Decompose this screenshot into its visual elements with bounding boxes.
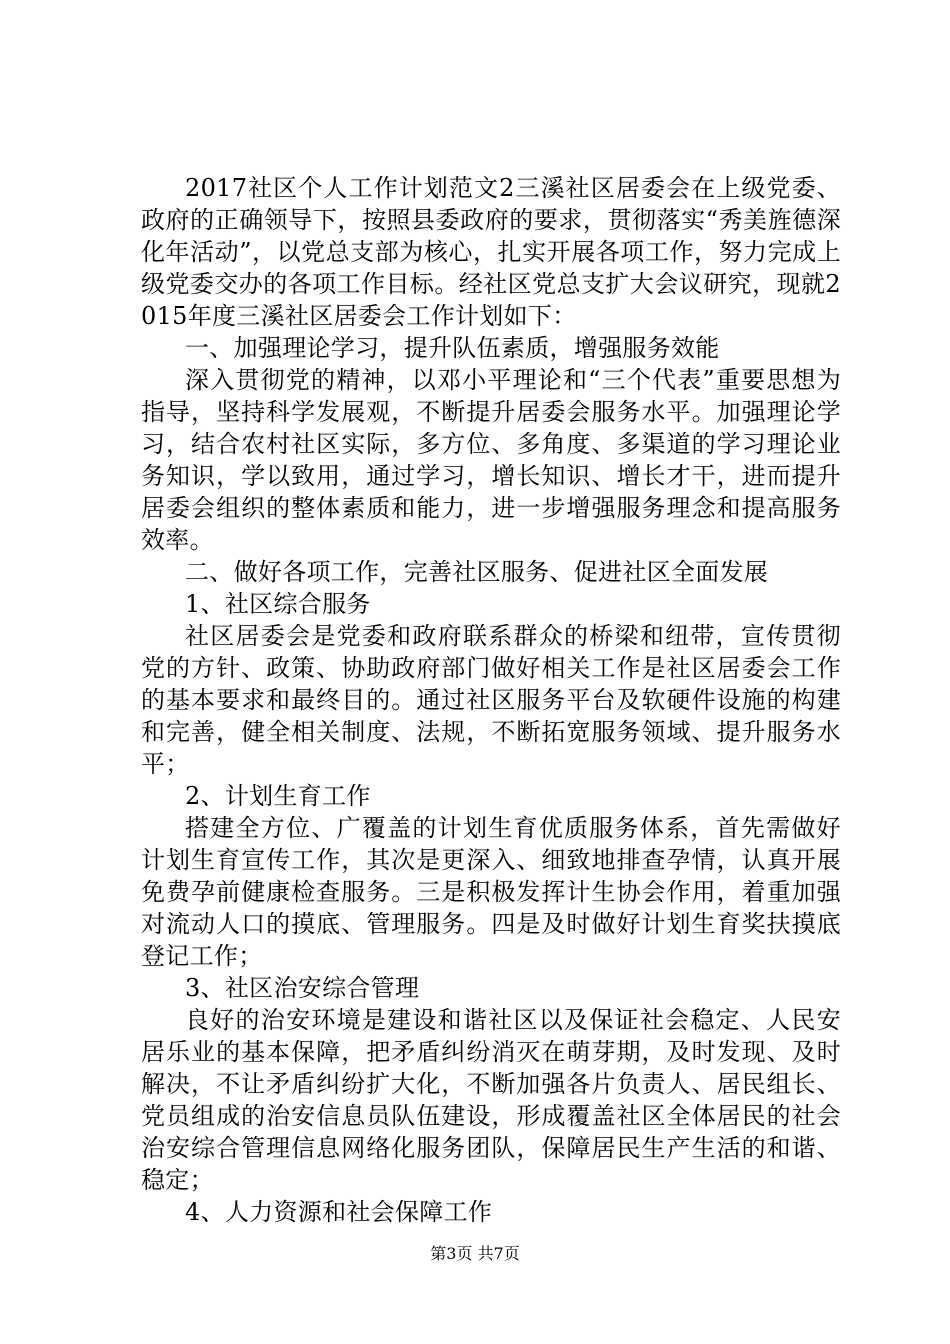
subheading-human-resources: 4、人力资源和社会保障工作 xyxy=(185,1198,493,1226)
subheading-family-planning: 2、计划生育工作 xyxy=(185,782,371,810)
family-planning-paragraph: 搭建全方位、广覆盖的计划生育优质服务体系，首先需做好计划生育宣传工作，其次是更深入、细致地排查孕情，认真开展免费孕前健康检查服务。三是积极发挥计生协会作用，着重加强对流动人口的摸底、管理服务。四是及时做好计划生育奖扶摸底登记工作； xyxy=(141,814,841,970)
section-heading-1: 一、加强理论学习，提升队伍素质，增强服务效能 xyxy=(185,334,720,362)
document-body xyxy=(141,172,841,1228)
subheading-community-service: 1、社区综合服务 xyxy=(185,590,371,618)
theory-study-paragraph: 深入贯彻党的精神，以邓小平理论和“三个代表”重要思想为指导，坚持科学发展观，不断提升居委会服务水平。加强理论学习，结合农村社区实际，多方位、多角度、多渠道的学习理论业务知识，学以致用，通过学习，增长知识、增长才干，进而提升居委会组织的整体素质和能力，进一步增强服务理念和提高服务效率。 xyxy=(141,366,841,554)
intro-paragraph: 2017社区个人工作计划范文2三溪社区居委会在上级党委、政府的正确领导下，按照县委政府的要求，贯彻落实“秀美旌德深化年活动”，以党总支部为核心，扎实开展各项工作，努力完成上级党委交办的各项工作目标。经社区党总支扩大会议研究，现就2015年度三溪社区居委会工作计划如下： xyxy=(141,174,841,330)
community-service-paragraph: 社区居委会是党委和政府联系群众的桥梁和纽带，宣传贯彻党的方针、政策、协助政府部门做好相关工作是社区居委会工作的基本要求和最终目的。通过社区服务平台及软硬件设施的构建和完善，健全相关制度、法规，不断拓宽服务领域、提升服务水平； xyxy=(141,622,841,778)
subheading-public-security: 3、社区治安综合管理 xyxy=(185,974,420,1002)
page-number-footer: 第3页 共7页 xyxy=(430,1244,520,1263)
public-security-paragraph: 良好的治安环境是建设和谐社区以及保证社会稳定、人民安居乐业的基本保障，把矛盾纠纷消灭在萌芽期，及时发现、及时解决，不让矛盾纠纷扩大化，不断加强各片负责人、居民组长、党员组成的治安信息员队伍建设，形成覆盖社区全体居民的社会治安综合管理信息网络化服务团队，保障居民生产生活的和谐、稳定； xyxy=(141,1006,841,1194)
section-heading-2: 二、做好各项工作，完善社区服务、促进社区全面发展 xyxy=(185,558,769,586)
